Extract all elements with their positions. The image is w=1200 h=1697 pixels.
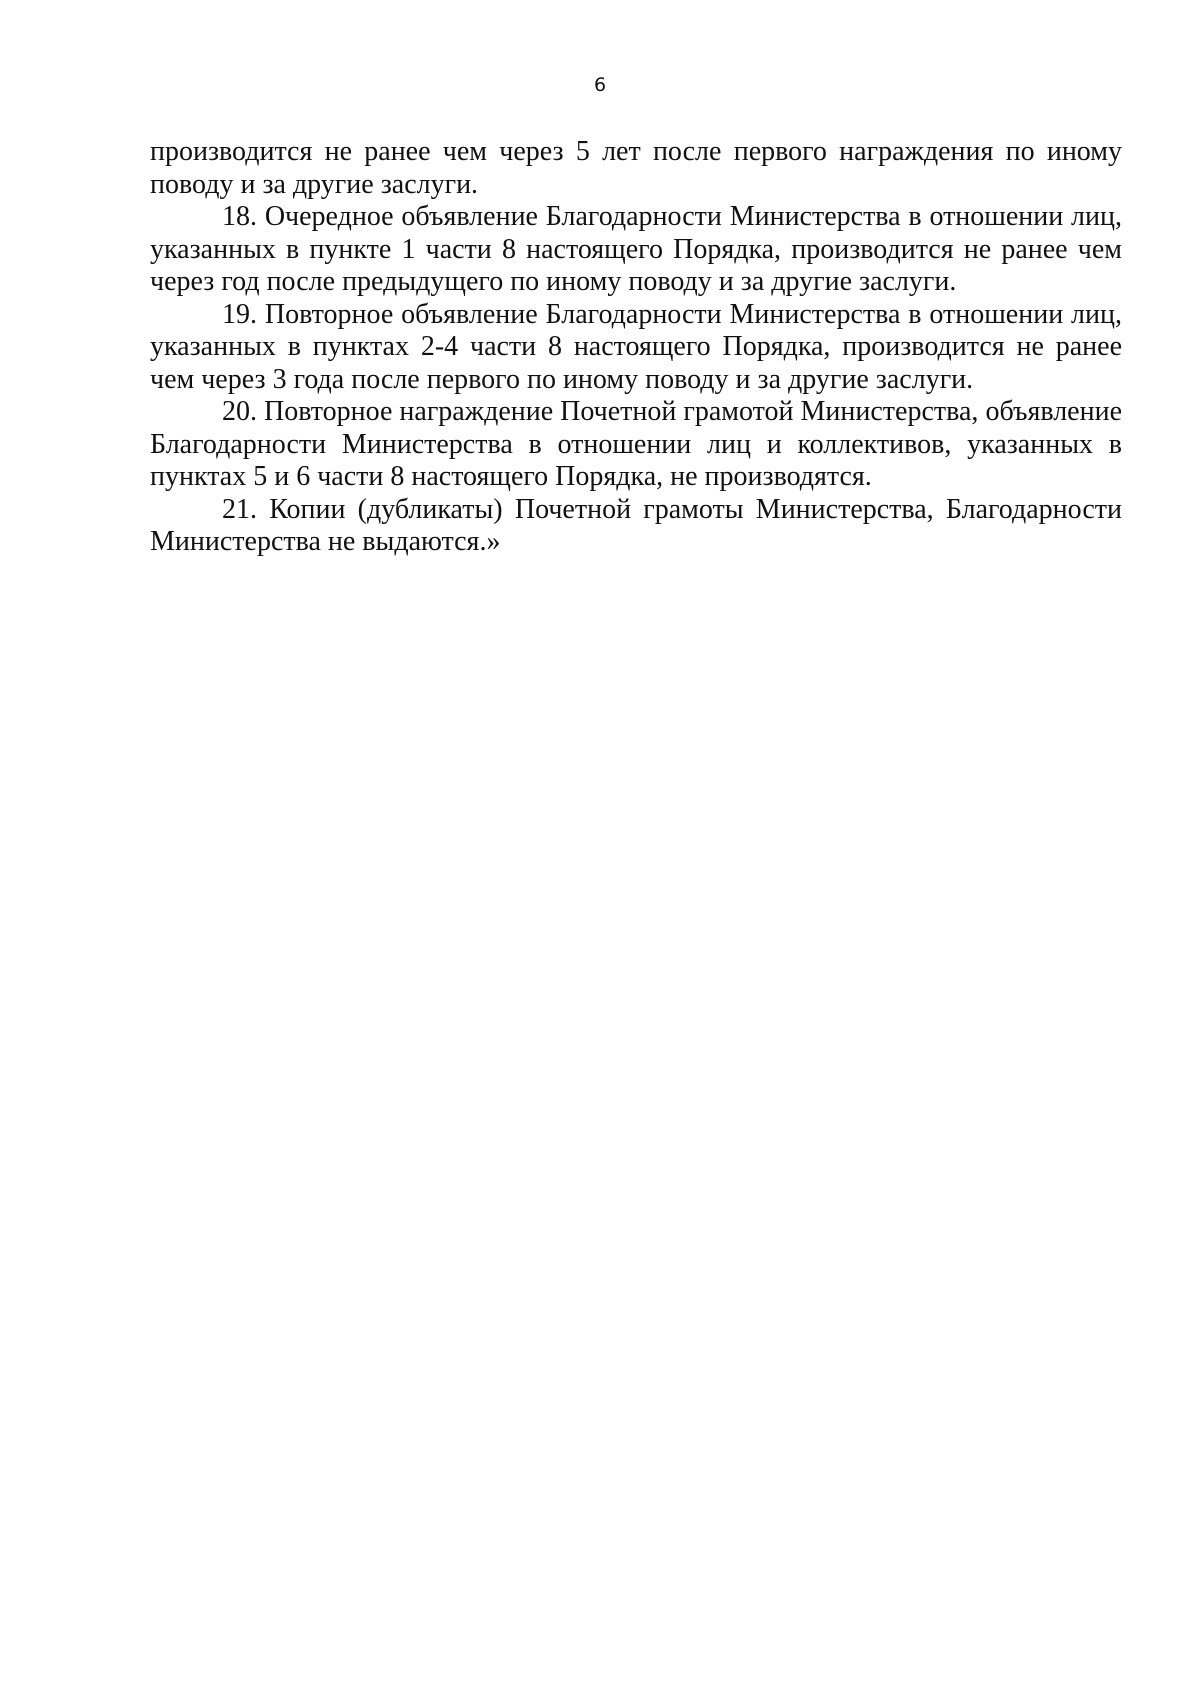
- paragraph-19: 19. Повторное объявление Благодарности Министерства в отношении лиц, указанных в пунктах 2-4 части 8 настоящего Порядка, производится не ранее чем через 3 года после первого по иному поводу и за другие заслуги.: [150, 298, 1122, 395]
- document-body: [150, 136, 1122, 559]
- paragraph-18: 18. Очередное объявление Благодарности Министерства в отношении лиц, указанных в пункте 1 части 8 настоящего Порядка, производится не ранее чем через год после предыдущего по иному поводу и за другие заслуги.: [150, 201, 1122, 297]
- paragraph-20: 20. Повторное награждение Почетной грамотой Министерства, объявление Благодарности Министерства в отношении лиц и коллективов, указанных в пунктах 5 и 6 части 8 настоящего Порядка, не производятся.: [150, 396, 1122, 492]
- paragraph-continuation: производится не ранее чем через 5 лет после первого награждения по иному поводу и за другие заслуги.: [150, 136, 1122, 200]
- paragraph-21: 21. Копии (дубликаты) Почетной грамоты Министерства, Благодарности Министерства не выдаются.»: [150, 493, 1122, 557]
- page-number: 6: [593, 74, 607, 96]
